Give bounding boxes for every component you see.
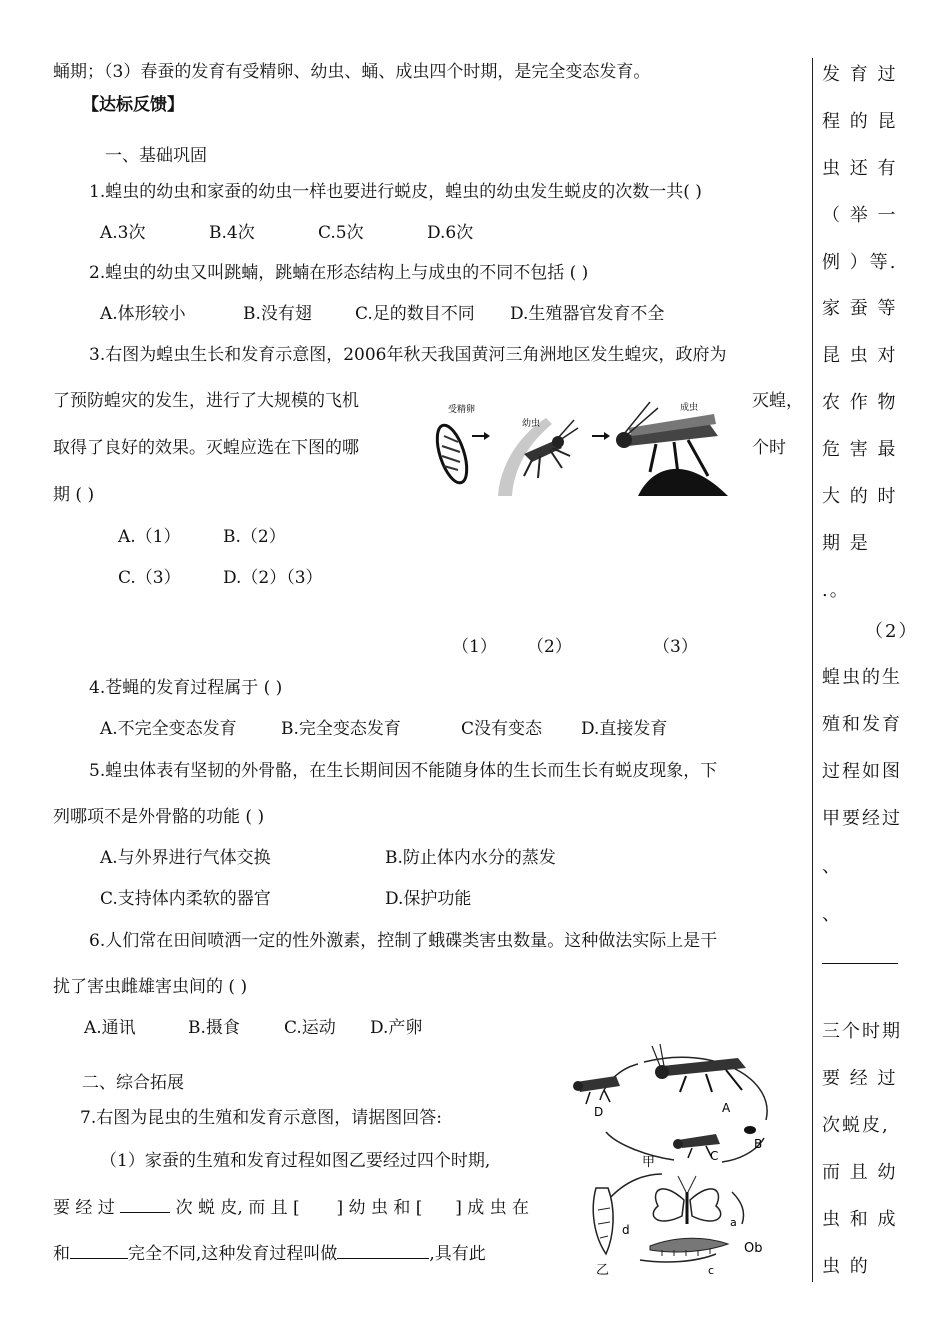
- sidebar-line: 例 ）等.: [822, 252, 898, 273]
- q3-stem-line1: 3.右图为蝗虫生长和发育示意图，2006年秋天我国黄河三角洲地区发生蝗灾，政府为: [89, 345, 727, 365]
- q4-option-c: C没有变态: [461, 719, 543, 739]
- pupa-d: [593, 1188, 613, 1254]
- egg-b: [744, 1126, 756, 1134]
- sidebar-line: （2）: [865, 621, 919, 642]
- q5-option-a: A.与外界进行气体交换: [100, 848, 271, 868]
- q7-sub1-line1: （1）家蚕的生殖和发育过程如图乙要经过四个时期,: [100, 1151, 491, 1171]
- sidebar-line: 期 是: [822, 533, 870, 554]
- blank-difference[interactable]: [70, 1242, 128, 1259]
- q2-stem: 2.蝗虫的幼虫又叫跳蝻，跳蝻在形态结构上与成虫的不同不包括 ( ): [89, 263, 589, 283]
- q4-option-b: B.完全变态发育: [281, 719, 401, 739]
- figure-number-2: （2）: [527, 637, 572, 657]
- egg-illustration: [431, 422, 472, 486]
- q4-option-d: D.直接发育: [581, 719, 668, 739]
- sidebar-line: 甲要经过: [822, 808, 902, 829]
- adult-illustration: [616, 402, 728, 496]
- q3-stem-line4: 期 ( ): [53, 485, 95, 505]
- sidebar-line: 农 作 物: [822, 392, 898, 413]
- sidebar-line: （ 举 一: [822, 205, 898, 226]
- insect-lifecycle-figure: [566, 1040, 802, 1280]
- q7-text-f: 完全不同,这种发育过程叫做: [128, 1244, 338, 1264]
- q6-stem-line2: 扰了害虫雌雄害虫间的 ( ): [53, 977, 248, 997]
- blank-molts[interactable]: [120, 1196, 170, 1213]
- q1-option-d: D.6次: [427, 223, 474, 243]
- q5-stem-line2: 列哪项不是外骨骼的功能 ( ): [53, 807, 265, 827]
- q4-option-a: A.不完全变态发育: [100, 719, 237, 739]
- label-a-lower: a: [730, 1216, 737, 1229]
- q2-option-c: C.足的数目不同: [355, 304, 475, 324]
- cycle-yi-arc-3: [640, 1254, 716, 1262]
- q5-option-b: B.防止体内水分的蒸发: [385, 848, 556, 868]
- q7-text-a: 要 经 过: [53, 1198, 115, 1218]
- label-b-lower: Ob: [744, 1241, 763, 1256]
- cycle-yi-arc-1: [608, 1174, 662, 1200]
- q5-option-d: D.保护功能: [385, 889, 472, 909]
- butterfly-a: [653, 1176, 720, 1224]
- q1-option-c: C.5次: [318, 223, 364, 243]
- arrowhead-1: [484, 432, 490, 440]
- sidebar-line: .。: [822, 580, 850, 601]
- q3-stem-line2-right: 灭蝗，: [752, 391, 803, 411]
- q7-text-c: ] 幼 虫 和 [: [336, 1198, 423, 1218]
- q3-option-b: B.（2）: [223, 527, 286, 547]
- sidebar-line: 家 蚕 等: [822, 298, 898, 319]
- sidebar-line: 昆 虫 对: [822, 345, 898, 366]
- sidebar-blank-line[interactable]: [822, 963, 898, 964]
- q7-sub1-line2: [53, 1196, 529, 1219]
- sidebar-line: 三个时期: [822, 1021, 902, 1042]
- sidebar-line: 、: [822, 904, 842, 925]
- q1-option-b: B.4次: [209, 223, 255, 243]
- sidebar-divider: [812, 58, 813, 1282]
- q3-option-c: C.（3）: [118, 568, 181, 588]
- label-nymph: 幼虫: [522, 419, 541, 429]
- part1-heading: 一、基础巩固: [105, 146, 207, 166]
- intro-line: 蛹期；（3）春蚕的发育有受精卵、幼虫、蛹、成虫四个时期，是完全变态发育。: [53, 62, 651, 82]
- sidebar-line: 大 的 时: [822, 486, 898, 507]
- q7-stem: 7.右图为昆虫的生殖和发育示意图，请据图回答:: [80, 1108, 442, 1128]
- q5-option-c: C.支持体内柔软的器官: [100, 889, 271, 909]
- label-d-lower: d: [622, 1223, 630, 1237]
- q2-option-d: D.生殖器官发育不全: [510, 304, 665, 324]
- sidebar-line: 危 害 最: [822, 439, 898, 460]
- q3-option-a: A.（1）: [118, 527, 181, 547]
- sidebar-line: 过程如图: [822, 761, 902, 782]
- cycle-jia-arc-3: [606, 1132, 674, 1160]
- q7-text-e: 和: [53, 1244, 70, 1264]
- sidebar-line: 蝗虫的生: [822, 667, 902, 688]
- q1-option-a: A.3次: [100, 223, 146, 243]
- label-c-upper: C: [710, 1149, 719, 1163]
- part2-heading: 二、综合拓展: [82, 1073, 184, 1093]
- sidebar-line: 次蜕皮,: [822, 1115, 890, 1136]
- q7-text-b: 次 蜕 皮, 而 且 [: [175, 1198, 300, 1218]
- label-adult: 成虫: [680, 403, 699, 413]
- q2-option-b: B.没有翅: [243, 304, 312, 324]
- label-a-upper: A: [722, 1101, 731, 1115]
- q3-stem-line3-right: 个时: [752, 438, 786, 458]
- sidebar-line: 殖和发育: [822, 714, 902, 735]
- q3-stem-line3-left: 取得了良好的效果。灭蝗应选在下图的哪: [53, 438, 359, 458]
- q2-option-a: A.体形较小: [100, 304, 186, 324]
- section-title: 【达标反馈】: [82, 95, 184, 115]
- sidebar-line: 发 育 过: [822, 64, 898, 85]
- q6-option-a: A.通讯: [84, 1018, 136, 1038]
- q4-stem: 4.苍蝇的发育过程属于 ( ): [89, 678, 283, 698]
- q7-text-d: ] 成 虫 在: [455, 1198, 530, 1218]
- q3-option-d: D.（2）（3）: [223, 568, 323, 588]
- locust-development-figure: [428, 396, 734, 496]
- label-egg: 受精卵: [448, 405, 476, 415]
- larva-c: [650, 1238, 728, 1256]
- label-c-lower: c: [708, 1264, 715, 1277]
- sidebar-line: 要 经 过: [822, 1068, 898, 1089]
- q5-stem-line1: 5.蝗虫体表有坚韧的外骨骼，在生长期间因不能随身体的生长而生长有蜕皮现象，下: [89, 761, 718, 781]
- sidebar-line: 虫 的: [822, 1256, 870, 1277]
- nymph-illustration: [498, 418, 578, 496]
- q3-stem-line2-left: 了预防蝗灾的发生，进行了大规模的飞机: [53, 391, 359, 411]
- q6-option-b: B.摄食: [188, 1018, 240, 1038]
- label-jia: 甲: [642, 1155, 656, 1170]
- nymph-d: [573, 1076, 620, 1104]
- label-b-upper: B: [754, 1137, 763, 1151]
- q7-text-g: ,具有此: [429, 1244, 486, 1264]
- q6-option-d: D.产卵: [370, 1018, 423, 1038]
- sidebar-line: 、: [822, 856, 842, 877]
- label-yi: 乙: [596, 1263, 610, 1278]
- q1-stem: 1.蝗虫的幼虫和家蚕的幼虫一样也要进行蜕皮，蝗虫的幼虫发生蜕皮的次数一共( ): [89, 182, 702, 202]
- sidebar-line: 而 且 幼: [822, 1162, 898, 1183]
- arrowhead-2: [604, 432, 610, 440]
- sidebar-line: 虫 和 成: [822, 1209, 898, 1230]
- label-d-upper: D: [594, 1105, 604, 1119]
- q6-stem-line1: 6.人们常在田间喷洒一定的性外激素，控制了蛾碟类害虫数量。这种做法实际上是干: [89, 931, 718, 951]
- figure-number-3: （3）: [653, 637, 698, 657]
- sidebar-line: 程 的 昆: [822, 111, 898, 132]
- blank-development-type[interactable]: [337, 1242, 429, 1259]
- locust-adult-a: [652, 1044, 746, 1092]
- sidebar-line: 虫 还 有: [822, 158, 898, 179]
- figure-number-1: （1）: [452, 637, 497, 657]
- q6-option-c: C.运动: [284, 1018, 336, 1038]
- q7-sub1-line3: [53, 1242, 486, 1265]
